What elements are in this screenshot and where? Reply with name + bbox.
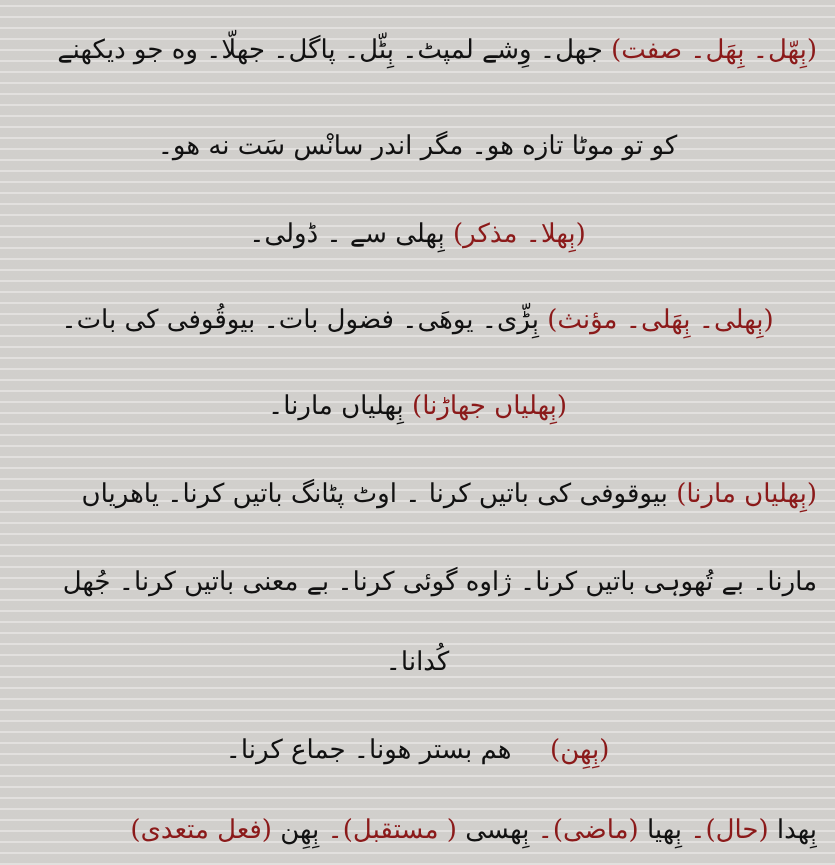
definition-text: مارنا۔ بے تُهوہی باتیں کرنا۔ ژاوه گوئی کرنا۔ بے معنی باتیں کرنا۔ جُهل (62, 567, 817, 597)
headword: (ٻِهلیاں مارنا) (676, 479, 817, 509)
conj-tense: (ماضی)۔ (537, 815, 639, 845)
entry-line (18, 124, 817, 168)
entry-line (18, 640, 817, 684)
entry-line (18, 728, 817, 772)
entry-line (18, 298, 817, 342)
definition-text: ٻِهلی سے ۔ ڈولی۔ (249, 219, 445, 249)
entry-line (18, 28, 817, 72)
definition-text: ٻِڑّی۔ یوهَی۔ فضول بات۔ بیوقُوفی کی بات۔ (61, 305, 539, 335)
headword: (ٻِهلیاں جهاڑنا) (412, 391, 567, 421)
definition-text: جهل۔ وِشے لمپٹ۔ ٻِٹّل۔ پاگل۔ جهلّا۔ وه جو دیکهنے (57, 35, 603, 65)
definition-text: کو تو موٹا تازه هو۔ مگر اندر سانْس سَت نه هو۔ (157, 131, 678, 161)
entry-line (18, 212, 817, 256)
conj-form: ٻِهِن (280, 815, 320, 845)
entry-line (18, 384, 817, 428)
headword: (ٻِهّل۔ ٻِهَل۔ صفت) (611, 35, 817, 65)
conj-tense: (حال)۔ (690, 815, 769, 845)
conj-form: ٻِهدا (776, 815, 817, 845)
headword: (ٻِهِن) (550, 735, 610, 765)
definition-text: بیوقوفی کی باتیں کرنا ۔ اوٹ پٹانگ باتیں کرنا۔ یاهریاں (81, 479, 668, 509)
headword: (ٻِهلی۔ ٻِهَلی۔ مؤنث) (547, 305, 774, 335)
definition-text: کُدانا۔ (385, 647, 450, 677)
definition-text: ٻِهلیاں مارنا۔ (268, 391, 404, 421)
conj-tense: ( مستقبل)۔ (327, 815, 457, 845)
conj-form: ٻِهسی (465, 815, 530, 845)
entry-line (18, 472, 817, 516)
headword: (ٻِهلا۔ مذکر) (452, 219, 586, 249)
entry-line (18, 560, 817, 604)
conj-form: ٻِهیا (646, 815, 682, 845)
conj-tense: (فعل متعدی) (130, 815, 272, 845)
definition-text: هم بستر هونا۔ جماع کرنا۔ (225, 735, 512, 765)
conjugation-line (18, 808, 817, 852)
